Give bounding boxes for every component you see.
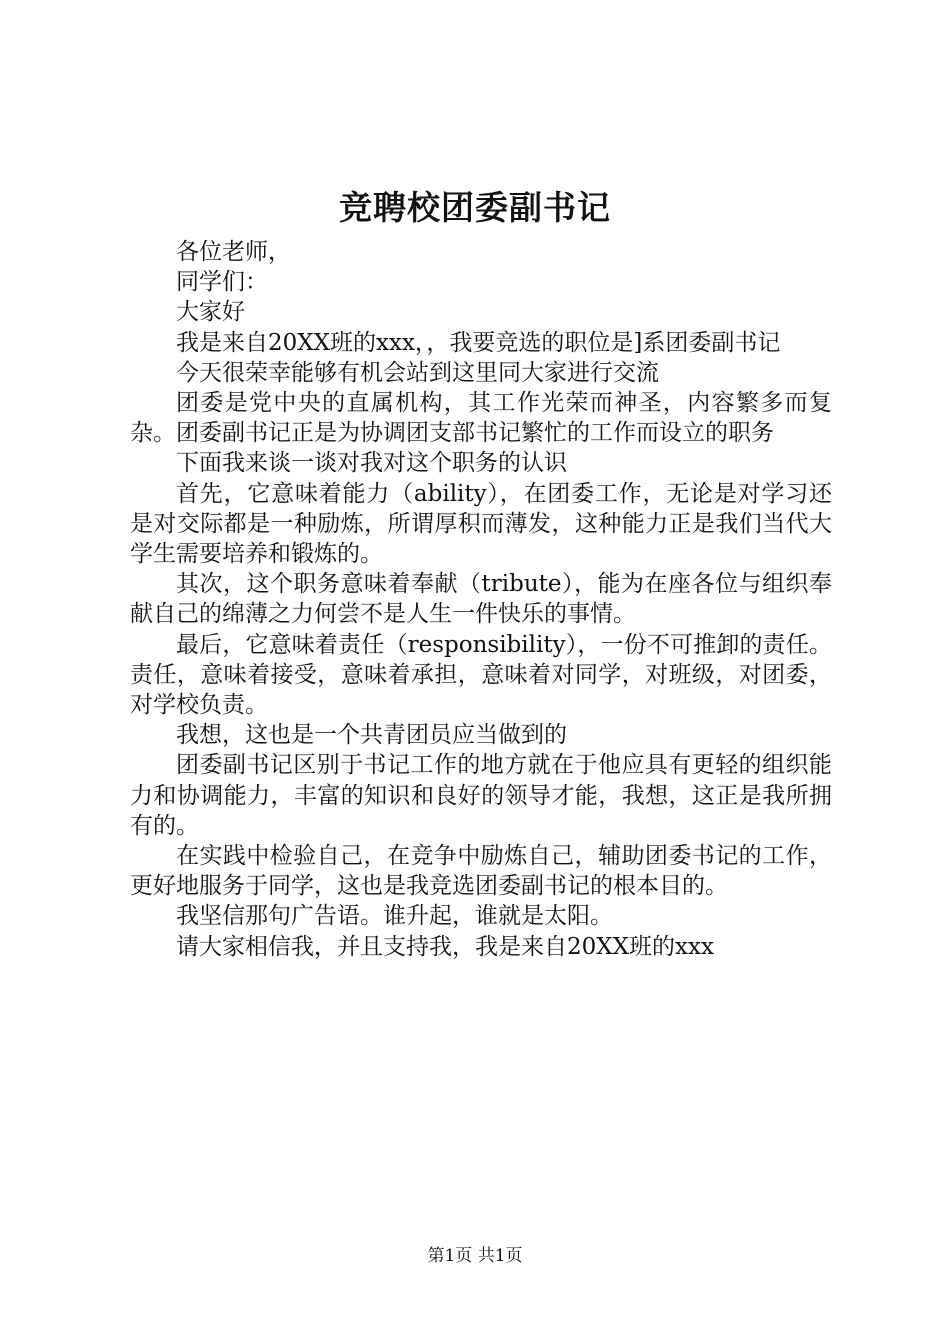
paragraph: 大家好 bbox=[176, 299, 245, 326]
paragraph: 在实践中检验自己，在竞争中励炼自己，辅助团委书记的工作，更好地服务于同学，这也是我竞选团委副书记的根本目的。 bbox=[130, 843, 832, 900]
paragraph: 各位老师， bbox=[176, 239, 291, 265]
paragraph: 我想，这也是一个共青团员应当做到的 bbox=[176, 722, 567, 749]
document-body bbox=[130, 237, 832, 962]
paragraph: 最后，它意味着责任（responsibility），一份不可推卸的责任。责任，意味着接受，意味着承担，意味着对同学，对班级，对团委，对学校负责。 bbox=[130, 631, 832, 719]
paragraph: 我坚信那句广告语。谁升起，谁就是太阳。 bbox=[176, 903, 613, 930]
paragraph: 首先，它意味着能力（ability），在团委工作，无论是对学习还是对交际都是一种励炼，所谓厚积而薄发，这种能力正是我们当代大学生需要培养和锻炼的。 bbox=[130, 480, 832, 568]
paragraph: 请大家相信我，并且支持我，我是来自20XX班的xxx bbox=[176, 933, 714, 960]
paragraph: 我是来自20XX班的xxx，，我要竞选的职位是]系团委副书记 bbox=[176, 329, 781, 356]
paragraph: 同学们： bbox=[176, 269, 268, 296]
page-footer: 第1页 共1页 bbox=[427, 1246, 523, 1266]
paragraph: 下面我来谈一谈对我对这个职务的认识 bbox=[176, 450, 567, 477]
paragraph: 其次，这个职务意味着奉献（tribute），能为在座各位与组织奉献自己的绵薄之力何尝不是人生一件快乐的事情。 bbox=[130, 571, 832, 628]
paragraph: 团委是党中央的直属机构，其工作光荣而神圣，内容繁多而复杂。团委副书记正是为协调团支部书记繁忙的工作而设立的职务 bbox=[130, 390, 832, 447]
paragraph: 今天很荣幸能够有机会站到这里同大家进行交流 bbox=[176, 359, 659, 386]
document-title: 竞聘校团委副书记 bbox=[339, 188, 611, 227]
paragraph: 团委副书记区别于书记工作的地方就在于他应具有更轻的组织能力和协调能力，丰富的知识和良好的领导才能，我想，这正是我所拥有的。 bbox=[130, 752, 832, 839]
